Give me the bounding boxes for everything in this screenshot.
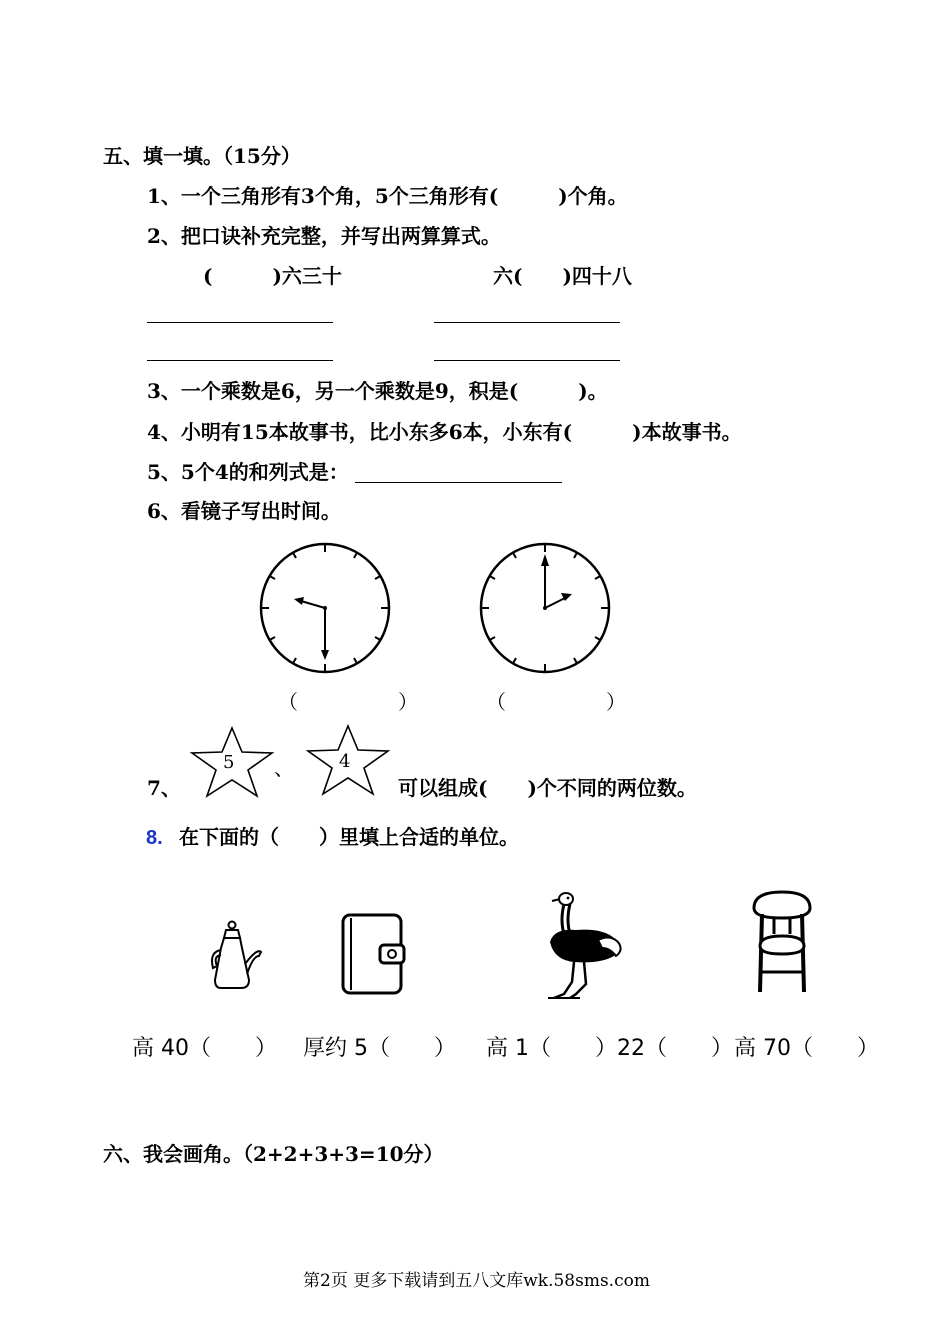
answer-line[interactable] — [147, 360, 333, 361]
question-7-prefix: 7、 — [147, 776, 181, 800]
wallet-icon — [340, 912, 408, 996]
section6-title: 六、我会画角。（2+2+3+3=10分） — [103, 1142, 444, 1166]
question-4: 4、小明有15本故事书，比小东多6本，小东有( )本故事书。 — [147, 420, 742, 444]
question-2-left-rhyme: ( )六三十 — [203, 264, 342, 288]
ostrich-height-label: 高 1（ ）22（ ） — [486, 1036, 733, 1061]
mirror-clock-right — [479, 542, 611, 674]
stool-height-label: 高 70（ ） — [734, 1036, 879, 1061]
answer-line[interactable] — [434, 322, 620, 323]
section5-title: 五、填一填。（15分） — [103, 144, 301, 168]
stool-icon — [748, 888, 816, 994]
question-5: 5、5个4的和列式是： — [147, 460, 349, 484]
star-digit-4: 4 — [339, 751, 351, 772]
question-7-text: 可以组成( )个不同的两位数。 — [398, 776, 697, 800]
clock-answer-left[interactable]: （ ） — [278, 690, 418, 714]
mirror-clock-left — [259, 542, 391, 674]
question-2-right-rhyme: 六( )四十八 — [493, 264, 632, 288]
answer-line[interactable] — [147, 322, 333, 323]
question-8-text: 在下面的（ ）里填上合适的单位。 — [179, 825, 519, 849]
answer-line[interactable] — [434, 360, 620, 361]
star-digit-5: 5 — [223, 752, 235, 773]
question-6: 6、看镜子写出时间。 — [147, 499, 341, 523]
wallet-thickness-label: 厚约 5（ ） — [303, 1036, 456, 1061]
clock-answer-right[interactable]: （ ） — [486, 690, 626, 714]
question-2: 2、把口诀补充完整，并写出两算算式。 — [147, 224, 501, 248]
question-3: 3、一个乘数是6，另一个乘数是9，积是( )。 — [147, 379, 608, 403]
question-8-number: 8. — [146, 827, 163, 849]
ostrich-icon — [544, 890, 626, 1000]
teapot-height-label: 高 40（ ） — [132, 1036, 277, 1061]
star-separator: 、 — [274, 756, 294, 780]
page-footer: 第2页 更多下载请到五八文库wk.58sms.com — [303, 1271, 650, 1291]
question-1: 1、一个三角形有3个角，5个三角形有( )个角。 — [147, 184, 628, 208]
answer-line[interactable] — [355, 482, 562, 483]
teapot-icon — [207, 920, 265, 992]
